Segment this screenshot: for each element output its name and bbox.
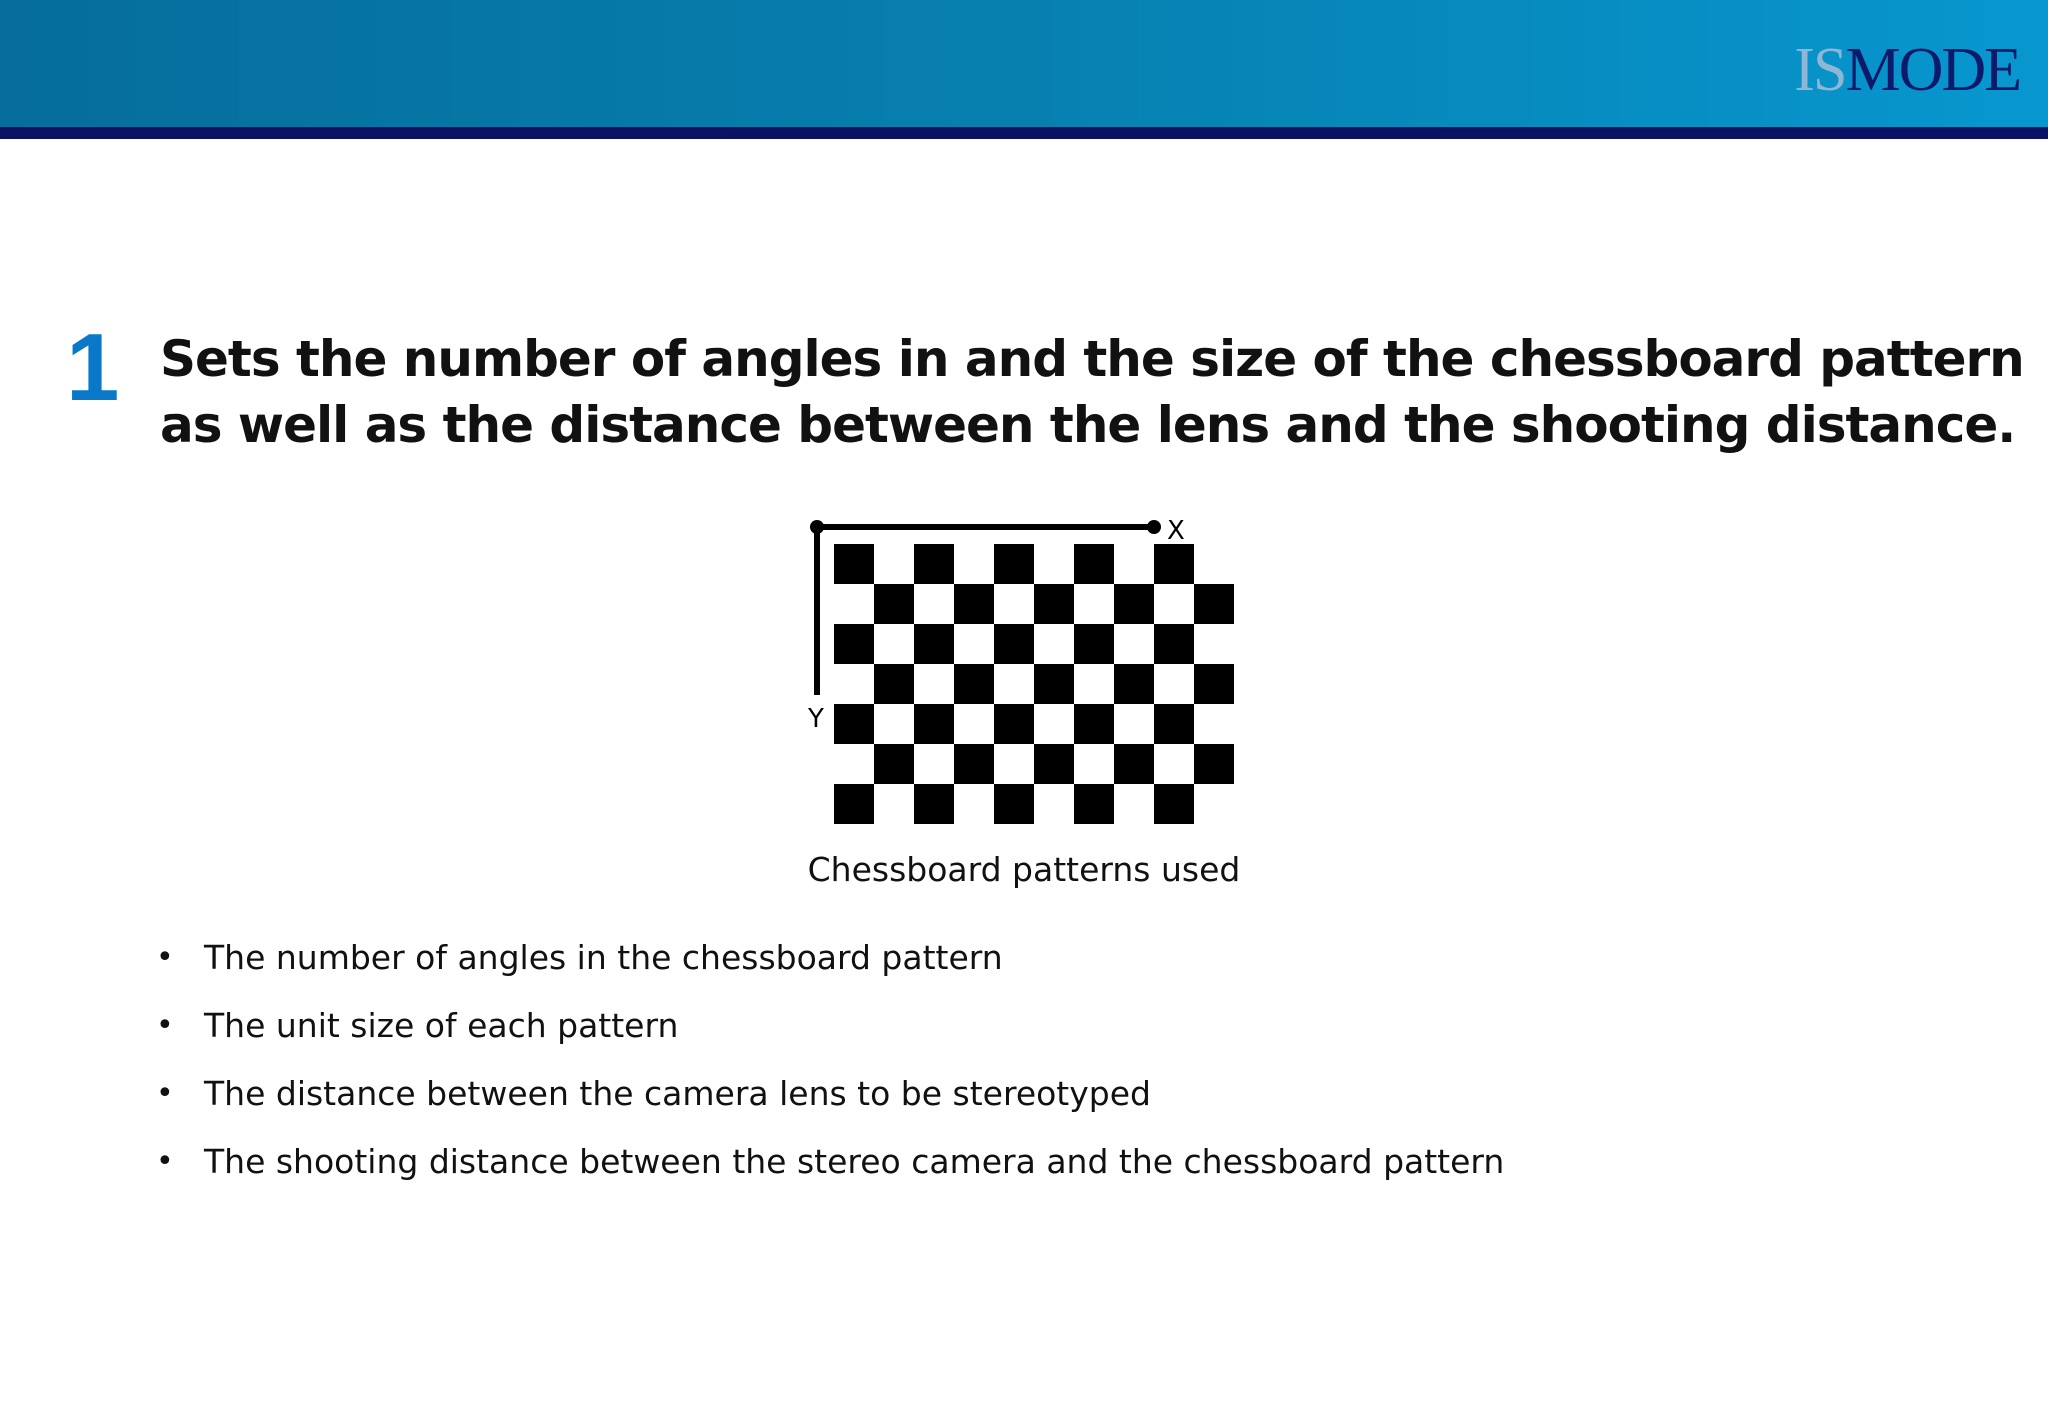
chessboard-square xyxy=(1114,744,1154,784)
chessboard-figure xyxy=(800,510,1250,840)
chessboard-square xyxy=(994,624,1034,664)
list-item-text: The shooting distance between the stereo camera and the chessboard pattern xyxy=(204,1142,1505,1181)
logo-prefix: IS xyxy=(1794,36,1846,104)
chessboard-square xyxy=(1034,744,1074,784)
chessboard-square xyxy=(994,784,1034,824)
chessboard-square xyxy=(834,544,874,584)
chessboard-square xyxy=(1114,584,1154,624)
page-title xyxy=(160,326,2024,458)
chessboard-square xyxy=(914,624,954,664)
chessboard-square xyxy=(874,744,914,784)
chessboard-square xyxy=(1194,744,1234,784)
chessboard-square xyxy=(914,704,954,744)
chessboard-square xyxy=(1194,664,1234,704)
chessboard-square xyxy=(1074,544,1114,584)
chessboard-square xyxy=(994,544,1034,584)
chessboard-square xyxy=(1034,664,1074,704)
bullet-icon: • xyxy=(156,940,174,975)
y-axis-label: Y xyxy=(808,704,824,734)
chessboard-square xyxy=(1194,584,1234,624)
chessboard-square xyxy=(954,744,994,784)
header-banner xyxy=(0,0,2048,127)
chessboard-square xyxy=(834,624,874,664)
chessboard-diagram xyxy=(800,510,1250,840)
chessboard-square xyxy=(1074,704,1114,744)
bullet-icon: • xyxy=(156,1008,174,1043)
list-item-text: The unit size of each pattern xyxy=(204,1006,679,1045)
chessboard-square xyxy=(1154,704,1194,744)
bullet-list xyxy=(152,936,1952,1208)
header-divider xyxy=(0,127,2048,139)
list-item xyxy=(152,936,1952,1004)
chessboard-square xyxy=(914,784,954,824)
title-line-1: Sets the number of angles in and the size of the chessboard pattern xyxy=(160,330,2024,388)
list-item-text: The number of angles in the chessboard pattern xyxy=(204,938,1003,977)
list-item xyxy=(152,1140,1952,1208)
chessboard-square xyxy=(1154,624,1194,664)
bullet-icon: • xyxy=(156,1076,174,1111)
chessboard-square xyxy=(834,784,874,824)
chessboard-square xyxy=(1114,664,1154,704)
chessboard-square xyxy=(994,704,1034,744)
x-axis-end-dot xyxy=(1147,520,1161,534)
chessboard-square xyxy=(874,664,914,704)
chessboard-square xyxy=(874,584,914,624)
chessboard-square xyxy=(954,584,994,624)
chessboard-square xyxy=(1074,624,1114,664)
list-item xyxy=(152,1004,1952,1072)
ismode-logo xyxy=(1794,36,2020,104)
chessboard-squares xyxy=(834,544,1234,824)
chessboard-square xyxy=(1034,584,1074,624)
chessboard-square xyxy=(1074,784,1114,824)
x-axis-label: X xyxy=(1167,516,1185,546)
chessboard-square xyxy=(1154,784,1194,824)
title-line-2: as well as the distance between the lens and the shooting distance. xyxy=(160,396,2016,454)
chessboard-square xyxy=(914,544,954,584)
figure-caption: Chessboard patterns used xyxy=(807,850,1241,889)
chessboard-square xyxy=(1154,544,1194,584)
chessboard-square xyxy=(954,664,994,704)
list-item xyxy=(152,1072,1952,1140)
list-item-text: The distance between the camera lens to be stereotyped xyxy=(204,1074,1151,1113)
bullet-icon: • xyxy=(156,1144,174,1179)
logo-suffix: MODE xyxy=(1845,36,2020,104)
chessboard-square xyxy=(834,704,874,744)
origin-dot xyxy=(810,520,824,534)
step-number: 1 xyxy=(66,314,120,421)
